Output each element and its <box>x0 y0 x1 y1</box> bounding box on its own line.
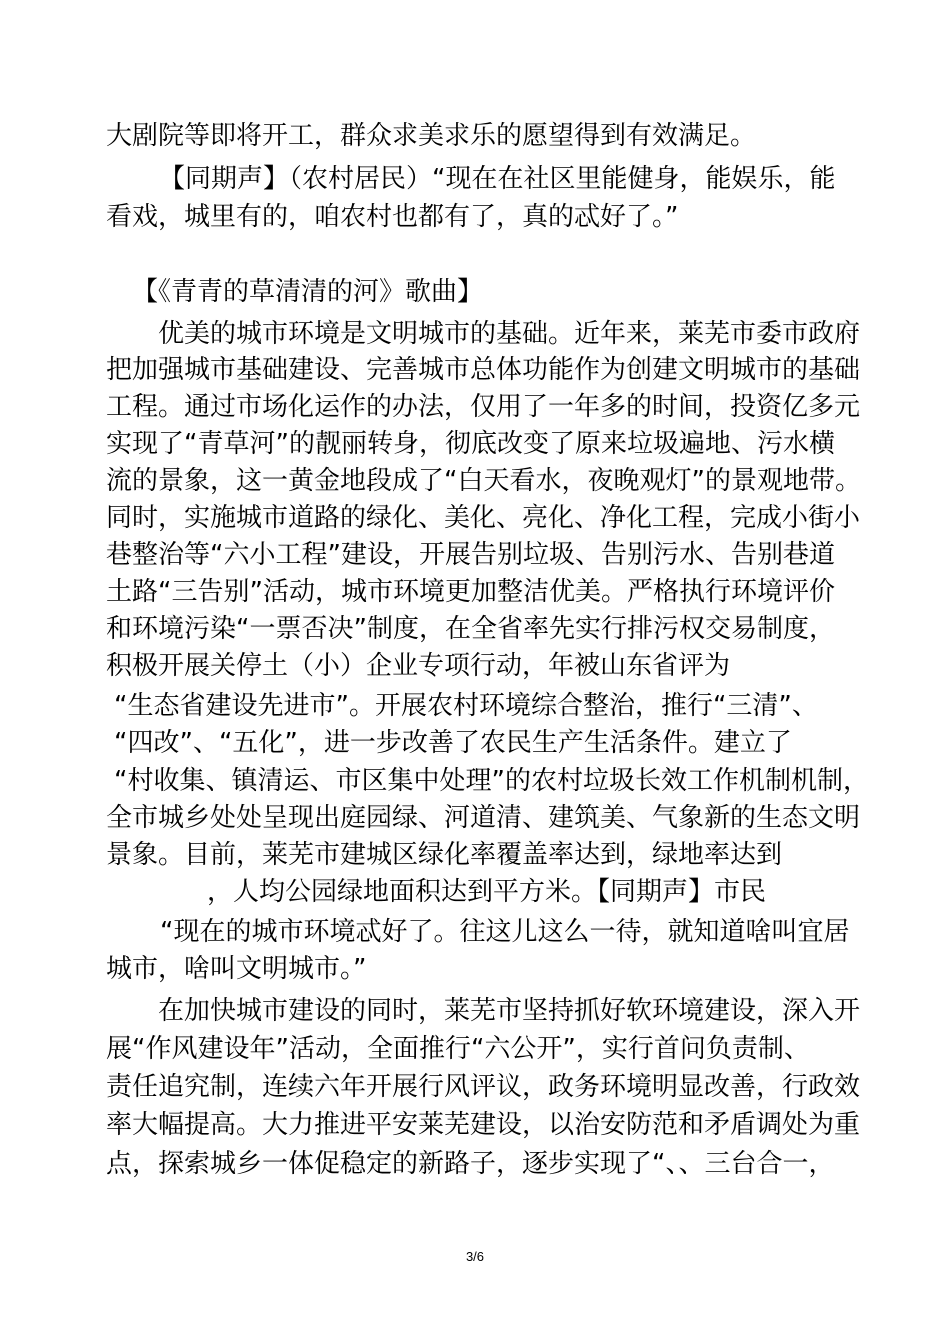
text-line-15: “生态省建设先进市”。开展农村环境综合整治，推行“三清”、 <box>114 691 818 721</box>
text-line-12: 土路“三告别”活动，城市环境更加整洁优美。严格执行环境评价 <box>106 577 835 607</box>
text-line-27: 点，探索城乡一体促稳定的新路子，逐步实现了“、、三台合一， <box>106 1149 835 1179</box>
text-line-3: 看戏，城里有的，咱农村也都有了，真的忒好了。” <box>106 202 679 232</box>
text-line-24: 展“作风建设年”活动，全面推行“六公开”，实行首问负责制、 <box>106 1034 810 1064</box>
text-line-14: 积极开展关停土（小）企业专项行动，年被山东省评为 <box>106 651 731 681</box>
page-number: 3/6 <box>465 1249 485 1264</box>
text-line-20: ，人均公园绿地面积达到平方米。【同期声】市民 <box>207 877 767 907</box>
text-line-7: 工程。通过市场化运作的办法，仅用了一年多的时间，投资亿多元 <box>106 392 861 422</box>
text-line-26: 率大幅提高。大力推进平安莱芜建设，以治安防范和矛盾调处为重 <box>106 1110 861 1140</box>
text-line-19: 景象。目前，莱芜市建城区绿化率覆盖率达到，绿地率达到 <box>106 840 783 870</box>
text-line-8: 实现了“青草河”的靓丽转身，彻底改变了原来垃圾遍地、污水横 <box>106 429 835 459</box>
text-line-16: “四改”、“五化”，进一步改善了农民生产生活条件。建立了 <box>114 728 792 758</box>
text-line-22: 城市，啥叫文明城市。” <box>106 954 367 984</box>
text-line-21: “现在的城市环境忒好了。往这儿这么一待，就知道啥叫宜居 <box>160 917 850 947</box>
text-line-1: 大剧院等即将开工，群众求美求乐的愿望得到有效满足。 <box>106 121 757 151</box>
text-line-6: 把加强城市基础建设、完善城市总体功能作为创建文明城市的基础 <box>106 355 861 385</box>
text-line-25: 责任追究制，连续六年开展行风评议，政务环境明显改善，行政效 <box>106 1072 861 1102</box>
text-line-13: 和环境污染“一票否决”制度，在全省率先实行排污权交易制度， <box>106 614 835 644</box>
text-line-11: 巷整治等“六小工程”建设，开展告别垃圾、告别污水、告别巷道 <box>106 540 835 570</box>
text-line-17: “村收集、镇清运、市区集中处理”的农村垃圾长效工作机制机制， <box>114 766 869 796</box>
section-heading: 【《青青的草清清的河》歌曲】 <box>132 277 484 307</box>
text-line-5: 优美的城市环境是文明城市的基础。近年来，莱芜市委市政府 <box>158 319 861 349</box>
text-line-23: 在加快城市建设的同时，莱芜市坚持抓好软环境建设，深入开 <box>158 996 861 1026</box>
text-line-2: 【同期声】（农村居民）“现在在社区里能健身，能娱乐，能 <box>159 164 836 194</box>
text-line-9: 流的景象，这一黄金地段成了“白天看水，夜晚观灯”的景观地带。 <box>106 466 861 496</box>
text-line-10: 同时，实施城市道路的绿化、美化、亮化、净化工程，完成小街小 <box>106 503 861 533</box>
text-line-18: 全市城乡处处呈现出庭园绿、河道清、建筑美、气象新的生态文明 <box>106 803 861 833</box>
